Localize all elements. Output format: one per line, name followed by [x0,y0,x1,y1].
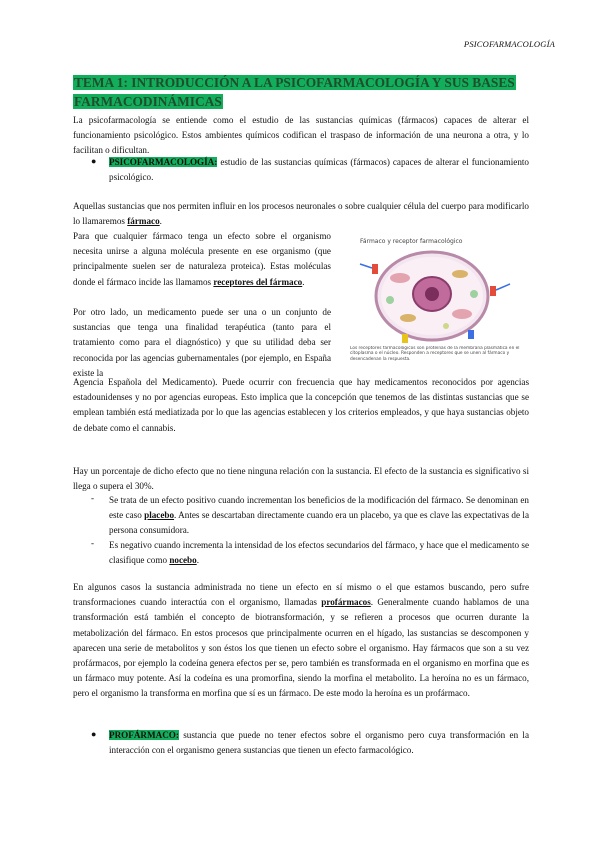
term-profarmacos: profármacos [321,597,371,608]
bullet-marker: ● [91,156,97,166]
placebo-text: Se trata de un efecto positivo cuando incrementan los beneficios de la modificación del fármaco. Se denominan en este caso [109,495,529,521]
drug-arrow [496,284,510,290]
receptores-paragraph [73,229,331,290]
period: . [302,276,305,287]
intro-paragraph: La psicofarmacología se entiende como el estudio de las sustancias químicas (fármacos) capaces de alterar el funcionamiento psicológico. Estos ambientes químicos codifican el traspaso de información de una neurona a otra, y lo facilitan o dificultan. [73,115,529,156]
profarmacos-text-end: . Generalmente cuando hablamos de una transformación está también el concepto de biotransformación, y se refieren a procesos que ocurren durante la metabolización del fármaco. En estos procesos que principalmente ocurren en el hígado, las sustancias se descomponen y aparecen una serie de metabolitos y son éstos los que tienen un efecto sobre el organismo. Hay fármacos que son a su vez profármacos, por ejemplo la codeína genera efectos per se, pero también es transformada en el organismo en morfina que es un fármaco muy potente. Así la codeína es una promorfina, siendo la morfina el metabolito. La heroína no es un fármaco, pero el organismo la transforma en morfina que sí es un fármaco. De este modo la heroína es un profármaco. [73,597,529,699]
organelle [400,314,416,322]
vesicle [470,290,478,298]
list-item-placebo [109,493,529,539]
nocebo-text: Es negativo cuando incrementa la intensidad de los efectos secundarios del fármaco, y hace que el medicamento se clasifique como [109,540,529,566]
organelle [390,273,410,283]
dash-marker: - [91,538,95,548]
cell-illustration [350,234,520,374]
figure-caption: Los receptores farmacológicos son proteínas de la membrana plasmática en el citoplasma o el núcleo. Responden a receptores que se unen al fármaco y desencadenan la respuesta. [350,346,520,362]
term-psicofarmacologia: PSICOFARMACOLOGÍA: [109,157,218,167]
term-farmaco: fármaco [127,216,160,227]
porcentaje-paragraph: Hay un porcentaje de dicho efecto que no tiene ninguna relación con la sustancia. El efecto de la sustancia es significativo si llega o supera el 30%. [73,466,529,492]
receptor-marker [372,264,378,274]
running-header: PSICOFARMACOLOGÍA [463,39,555,49]
definition-text: estudio de las sustancias químicas (fármacos) capaces de alterar el funcionamiento psicológico. [109,157,529,183]
period: . [196,555,199,566]
term-profarmaco: PROFÁRMACO: [109,730,179,740]
receptor-marker [490,286,496,296]
definition-text: sustancia que puede no tener efectos sobre el organismo pero cuya transformación en la interacción con el organismo genera sustancias que tienen un efecto farmacológico. [109,730,529,756]
title-highlight: TEMA 1: INTRODUCCIÓN A LA PSICOFARMACOLOGÍA Y SUS BASES FARMACODINÁMICAS [74,75,515,109]
profarmacos-paragraph [73,580,529,702]
definition-profarmaco [109,728,529,758]
receptor-marker [468,330,474,339]
term-placebo: placebo [144,510,175,521]
receptores-text: Para que cualquier fármaco tenga un efecto sobre el organismo necesita unirse a alguna molécula presente en ese organismo (que principalmente suelen ser de naturaleza proteica). Estas moléculas donde el fármaco incide las llamamos [73,231,331,287]
drug-arrow [360,264,372,268]
farmaco-text: Aquellas sustancias que nos permiten influir en los procesos neuronales o sobre cualquier célula del cuerpo para modificarlo lo llamaremos [73,201,529,227]
farmaco-paragraph [73,199,529,229]
drug-receptor-figure [350,234,520,374]
vesicle [386,296,394,304]
receptor-marker [402,334,408,343]
medicamento-paragraph-start: Por otro lado, un medicamento puede ser una o un conjunto de sustancias que tenga una finalidad terapéutica (tanto para el tratamiento como para el diagnóstico) y que su utilidad deba ser reconocida por las agencias gubernamentales (por ejemplo, en España existe la [73,307,331,378]
vesicle [443,323,449,329]
organelle [452,270,468,278]
profarmacos-text: En algunos casos la sustancia administrada no tiene un efecto en sí mismo o el que estamos buscando, pero sufre transformaciones cuando interactúa con el organismo, llamadas [73,582,529,608]
nucleolus [425,287,439,301]
page-title [73,73,531,111]
term-receptores: receptores del fármaco [213,276,303,287]
dash-marker: - [91,493,95,503]
medicamento-paragraph-cont: Agencia Española del Medicamento). Puede ocurrir con frecuencia que hay medicamentos reconocidos por agencias estadounidenses y no por agencias europeas. Esto implica que la concepción que tenemos de las distintas sustancias que se emplean también está mediatizada por lo que las agencias establecen y los criterios empleados, y que haya sustancias objeto de debate como el cannabis. [73,377,529,433]
period: . [159,216,162,227]
bullet-marker: ● [91,729,97,739]
list-item-nocebo [109,538,529,568]
organelle [452,309,472,319]
figure-title: Fármaco y receptor farmacológico [360,238,463,245]
definition-psicofarmacologia [109,155,529,185]
term-nocebo: nocebo [169,555,197,566]
placebo-text-end: . Antes se descartaban directamente cuando era un placebo, ya que es clave las expectativas de la persona consumidora. [109,510,529,536]
figure-caption-wrapper [350,346,520,374]
